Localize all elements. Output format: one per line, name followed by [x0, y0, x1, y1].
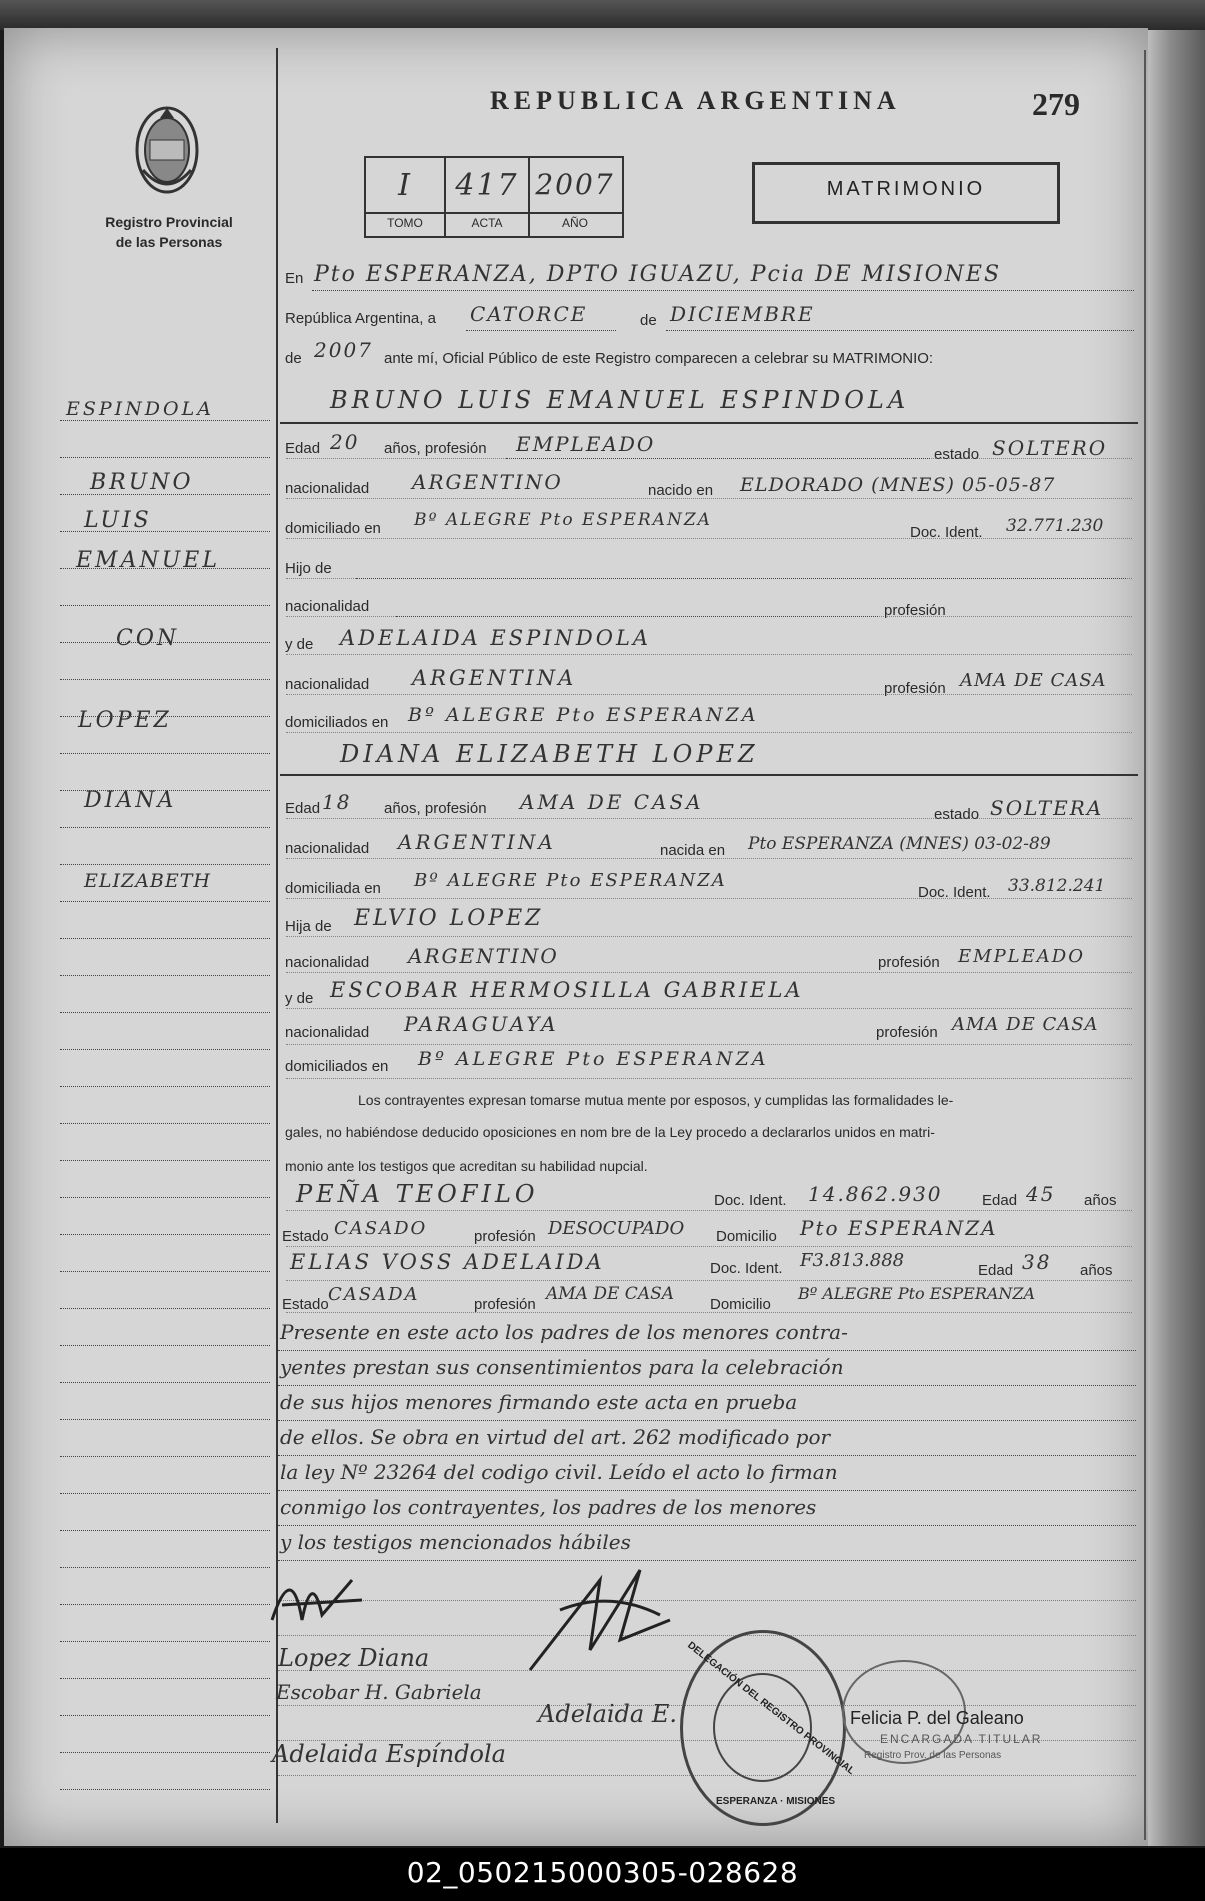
witness-2-prof-label: profesión [474, 1296, 536, 1313]
witness-2-estado-label: Estado [282, 1296, 329, 1313]
record-box-rule [364, 212, 622, 214]
republic-label: República Argentina, a [285, 310, 436, 327]
bride-birth: Pto ESPERANZA (MNES) 03-02-89 [748, 834, 1051, 854]
margin-rule [60, 1086, 270, 1087]
margin-rule [60, 1419, 270, 1420]
place-line [312, 290, 1134, 291]
note-rule [278, 1420, 1136, 1421]
groom-name: BRUNO LUIS EMANUEL ESPINDOLA [330, 386, 910, 414]
bride-nationality: ARGENTINA [398, 830, 556, 854]
bride-estado-label: estado [934, 806, 980, 823]
bride-age: 18 [322, 790, 352, 814]
witness-2-profession: AMA DE CASA [546, 1284, 675, 1304]
groom-address: Bº ALEGRE Pto ESPERANZA [414, 510, 712, 530]
book-binding-edge [1148, 30, 1205, 1846]
groom-mother: ADELAIDA ESPINDOLA [340, 626, 652, 650]
signature-escobar: Escobar H. Gabriela [276, 1680, 482, 1704]
margin-rule [60, 1271, 270, 1272]
bride-father-prof-label: profesión [878, 954, 940, 971]
ano-label: AÑO [561, 216, 588, 230]
day-line [466, 330, 616, 331]
witness-2-doc: F3.813.888 [800, 1250, 905, 1271]
margin-rule [60, 901, 270, 902]
groom-mother-nationality: ARGENTINA [412, 666, 577, 690]
margin-rule [60, 679, 270, 680]
margin-rule [60, 420, 270, 421]
body-rule [286, 936, 1132, 937]
margin-rule [60, 1567, 270, 1568]
tomo-value: I [398, 168, 412, 203]
bride-profesion-label: años, profesión [384, 800, 487, 817]
body-rule [286, 616, 1132, 617]
acta-value: 417 [455, 168, 519, 203]
note-rule [278, 1490, 1136, 1491]
bride-name-rule [280, 774, 1138, 776]
groom-age: 20 [330, 430, 360, 454]
groom-mother-label: y de [285, 636, 314, 653]
witness-1-dom-label: Domicilio [716, 1228, 777, 1245]
body-rule [286, 858, 1132, 859]
day-value: CATORCE [470, 302, 588, 326]
margin-name: BRUNO [90, 470, 194, 495]
bride-profession: AMA DE CASA [520, 790, 704, 814]
bride-father-nac-label: nacionalidad [285, 954, 370, 971]
seal-text-bottom: ESPERANZA · MISIONES [716, 1796, 836, 1807]
margin-rule [60, 1012, 270, 1013]
bride-address: Bº ALEGRE Pto ESPERANZA [414, 870, 727, 891]
witness-1-status: CASADO [334, 1218, 428, 1239]
groom-status: SOLTERO [992, 436, 1108, 460]
signature-rule [278, 1635, 1136, 1636]
margin-name: DIANA [84, 788, 177, 813]
page-number: 279 [1032, 86, 1080, 122]
act-type: MATRIMONIO [826, 178, 986, 200]
body-rule [286, 1044, 1132, 1045]
bride-father-nationality: ARGENTINO [408, 944, 559, 968]
en-label: En [285, 270, 304, 287]
margin-rule [60, 1752, 270, 1753]
margin-rule [60, 1641, 270, 1642]
bride-mother-label: y de [285, 990, 314, 1007]
note-rule [278, 1525, 1136, 1526]
body-rule [286, 654, 1132, 655]
margin-divider [276, 48, 278, 1823]
note-rule [278, 1350, 1136, 1351]
officer-name: Felicia P. del Galeano [850, 1708, 1024, 1728]
note-rule [278, 1385, 1136, 1386]
groom-father-prof-label: profesión [884, 602, 946, 619]
intro-statement: ante mí, Oficial Público de este Registro comparecen a celebrar su MATRIMONIO: [384, 350, 934, 367]
officer-title: ENCARGADA TITULAR [880, 1732, 1043, 1746]
body-rule [286, 538, 1132, 539]
bride-father-profession: EMPLEADO [958, 946, 1085, 967]
bride-mother-nationality: PARAGUAYA [404, 1012, 559, 1036]
groom-doc: 32.771.230 [1006, 516, 1104, 536]
bride-parents-dom-label: domiciliados en [285, 1058, 389, 1075]
signature-adelaida-left: Adelaida Espíndola [272, 1740, 506, 1768]
witness-1-doc: 14.862.930 [808, 1182, 943, 1206]
note-line: la ley Nº 23264 del codigo civil. Leído el acto lo firman [280, 1460, 838, 1484]
body-rule [286, 818, 1132, 819]
body-rule [286, 1312, 1132, 1313]
bride-mother-prof-label: profesión [876, 1024, 938, 1041]
margin-rule [60, 1789, 270, 1790]
officer-sub: Registro Prov. de las Personas [864, 1750, 1002, 1761]
bride-doc: 33.812.241 [1008, 876, 1106, 896]
note-line: yentes prestan sus consentimientos para la celebración [280, 1355, 844, 1379]
groom-hijo-label: Hijo de [285, 560, 332, 577]
groom-doc-label: Doc. Ident. [910, 524, 983, 541]
margin-rule [60, 1493, 270, 1494]
note-line: de ellos. Se obra en virtud del art. 262 modificado por [280, 1425, 831, 1449]
right-border [1144, 50, 1146, 1840]
margin-rule [60, 1382, 270, 1383]
margin-rule [60, 1345, 270, 1346]
body-rule [286, 1246, 1132, 1247]
witness-1-name: PEÑA TEOFILO [296, 1180, 539, 1208]
margin-rule [60, 753, 270, 754]
margin-name: ESPINDOLA [66, 398, 214, 420]
groom-mother-prof-label: profesión [884, 680, 946, 697]
margin-rule [60, 1160, 270, 1161]
witness-2-anos-label: años [1080, 1262, 1113, 1279]
year-prefix: de [285, 350, 302, 367]
bride-mother-profession: AMA DE CASA [952, 1014, 1099, 1035]
groom-father-nac-label: nacionalidad [285, 598, 370, 615]
bride-nacida-label: nacida en [660, 842, 726, 859]
margin-rule [60, 1234, 270, 1235]
bride-status: SOLTERA [990, 796, 1104, 820]
declaration-line-2: gales, no habiéndose deducido oposiciones en nom bre de la Ley procedo a declararlos unidos en matri- [285, 1124, 935, 1140]
margin-rule [60, 1604, 270, 1605]
body-rule [286, 1078, 1132, 1079]
note-rule [278, 1560, 1136, 1561]
signature-rule [278, 1600, 1136, 1601]
month-line [666, 330, 1134, 331]
body-rule [286, 498, 1132, 499]
witness-1-estado-label: Estado [282, 1228, 329, 1245]
margin-rule [60, 1123, 270, 1124]
body-rule [286, 1210, 1132, 1211]
body-rule [286, 1008, 1132, 1009]
witness-1-profession: DESOCUPADO [548, 1218, 685, 1239]
place-value: Pto ESPERANZA, DPTO IGUAZU, Pcia DE MISIONES [314, 262, 1002, 287]
acta-label: ACTA [471, 216, 503, 230]
groom-mother-nac-label: nacionalidad [285, 676, 370, 693]
margin-rule [60, 1456, 270, 1457]
month-value: DICIEMBRE [670, 302, 815, 326]
groom-nacionalidad-label: nacionalidad [285, 480, 370, 497]
groom-parents-address: Bº ALEGRE Pto ESPERANZA [408, 704, 759, 726]
groom-parents-dom-label: domiciliados en [285, 714, 389, 731]
groom-edad-label: Edad [285, 440, 321, 457]
bride-mother-nac-label: nacionalidad [285, 1024, 370, 1041]
witness-1-age: 45 [1026, 1182, 1056, 1206]
margin-rule [60, 1197, 270, 1198]
witness-2-edad-label: Edad [978, 1262, 1014, 1279]
margin-name: LOPEZ [78, 708, 172, 733]
witness-1-doc-label: Doc. Ident. [714, 1192, 787, 1209]
margin-rule [60, 1049, 270, 1050]
witness-1-edad-label: Edad [982, 1192, 1018, 1209]
witness-1-prof-label: profesión [474, 1228, 536, 1245]
witness-2-name: ELIAS VOSS ADELAIDA [290, 1250, 605, 1274]
signature-adelaida-mid: Adelaida E. [538, 1700, 678, 1728]
bride-mother: ESCOBAR HERMOSILLA GABRIELA [330, 978, 804, 1002]
witness-2-dom-label: Domicilio [710, 1296, 771, 1313]
body-rule [286, 694, 1132, 695]
margin-name: EMANUEL [76, 548, 220, 573]
note-line: Presente en este acto los padres de los menores contra- [280, 1320, 848, 1344]
groom-nacido-label: nacido en [648, 482, 714, 499]
seal-text-top: DELEGACIÓN DEL REGISTRO PROVINCIAL [685, 1640, 857, 1778]
margin-rule [60, 938, 270, 939]
groom-signature [262, 1560, 372, 1640]
bride-domicilio-label: domiciliada en [285, 880, 381, 897]
bride-name: DIANA ELIZABETH LOPEZ [340, 740, 759, 768]
groom-birth: ELDORADO (MNES) 05-05-87 [740, 474, 1056, 496]
witness-2-status: CASADA [328, 1284, 420, 1305]
witness-1-anos-label: años [1084, 1192, 1117, 1209]
body-rule [286, 972, 1132, 973]
witness-2-doc-label: Doc. Ident. [710, 1260, 783, 1277]
margin-rule [60, 864, 270, 865]
tomo-label: TOMO [387, 216, 423, 230]
note-rule [278, 1455, 1136, 1456]
officer-signature [520, 1560, 680, 1680]
bride-hija-label: Hija de [285, 918, 332, 935]
margin-rule [60, 1715, 270, 1716]
bride-father: ELVIO LOPEZ [354, 906, 544, 931]
groom-estado-label: estado [934, 446, 980, 463]
bride-doc-label: Doc. Ident. [918, 884, 991, 901]
registry-name-line1: Registro Provincial [105, 214, 233, 230]
margin-rule [60, 605, 270, 606]
bride-parents-address: Bº ALEGRE Pto ESPERANZA [418, 1048, 769, 1070]
groom-name-rule [280, 422, 1138, 424]
coat-of-arms-icon [128, 100, 206, 200]
margin-rule [60, 1678, 270, 1679]
ano-value: 2007 [535, 168, 615, 201]
footer-caption: 02_050215000305-028628 [0, 1848, 1205, 1901]
signature-lopez: Lopez Diana [278, 1644, 430, 1672]
margin-rule [60, 1530, 270, 1531]
margin-name: LUIS [84, 508, 152, 533]
body-rule [286, 458, 1132, 459]
body-rule [286, 732, 1132, 733]
witness-2-domicile: Bº ALEGRE Pto ESPERANZA [798, 1284, 1036, 1303]
groom-profesion-label: años, profesión [384, 440, 487, 457]
de-label: de [640, 312, 657, 329]
note-line: y los testigos mencionados hábiles [280, 1530, 631, 1554]
margin-rule [60, 975, 270, 976]
margin-rule [60, 457, 270, 458]
witness-2-age: 38 [1022, 1250, 1052, 1274]
groom-nationality: ARGENTINO [412, 470, 563, 494]
body-rule [286, 1280, 1132, 1281]
body-rule [286, 578, 1132, 579]
body-rule [286, 898, 1132, 899]
bride-edad-label: Edad [285, 800, 321, 817]
note-line: conmigo los contrayentes, los padres de los menores [280, 1495, 817, 1519]
witness-1-domicile: Pto ESPERANZA [800, 1216, 998, 1240]
margin-name: CON [116, 626, 180, 651]
margin-rule [60, 1308, 270, 1309]
groom-profession: EMPLEADO [516, 432, 656, 456]
groom-domicilio-label: domiciliado en [285, 520, 381, 537]
page-top-edge [0, 0, 1205, 30]
country-title: REPUBLICA ARGENTINA [490, 86, 901, 115]
declaration-line-3: monio ante los testigos que acreditan su habilidad nupcial. [285, 1158, 648, 1174]
note-line: de sus hijos menores firmando este acta en prueba [280, 1390, 798, 1414]
registry-name-line2: de las Personas [115, 234, 223, 250]
margin-rule [60, 827, 270, 828]
bride-nacionalidad-label: nacionalidad [285, 840, 370, 857]
declaration-line-1: Los contrayentes expresan tomarse mutua mente por esposos, y cumplidas las formalidades le- [358, 1092, 954, 1108]
year-value: 2007 [314, 338, 373, 362]
margin-name: ELIZABETH [84, 870, 211, 892]
groom-mother-profession: AMA DE CASA [960, 670, 1107, 691]
